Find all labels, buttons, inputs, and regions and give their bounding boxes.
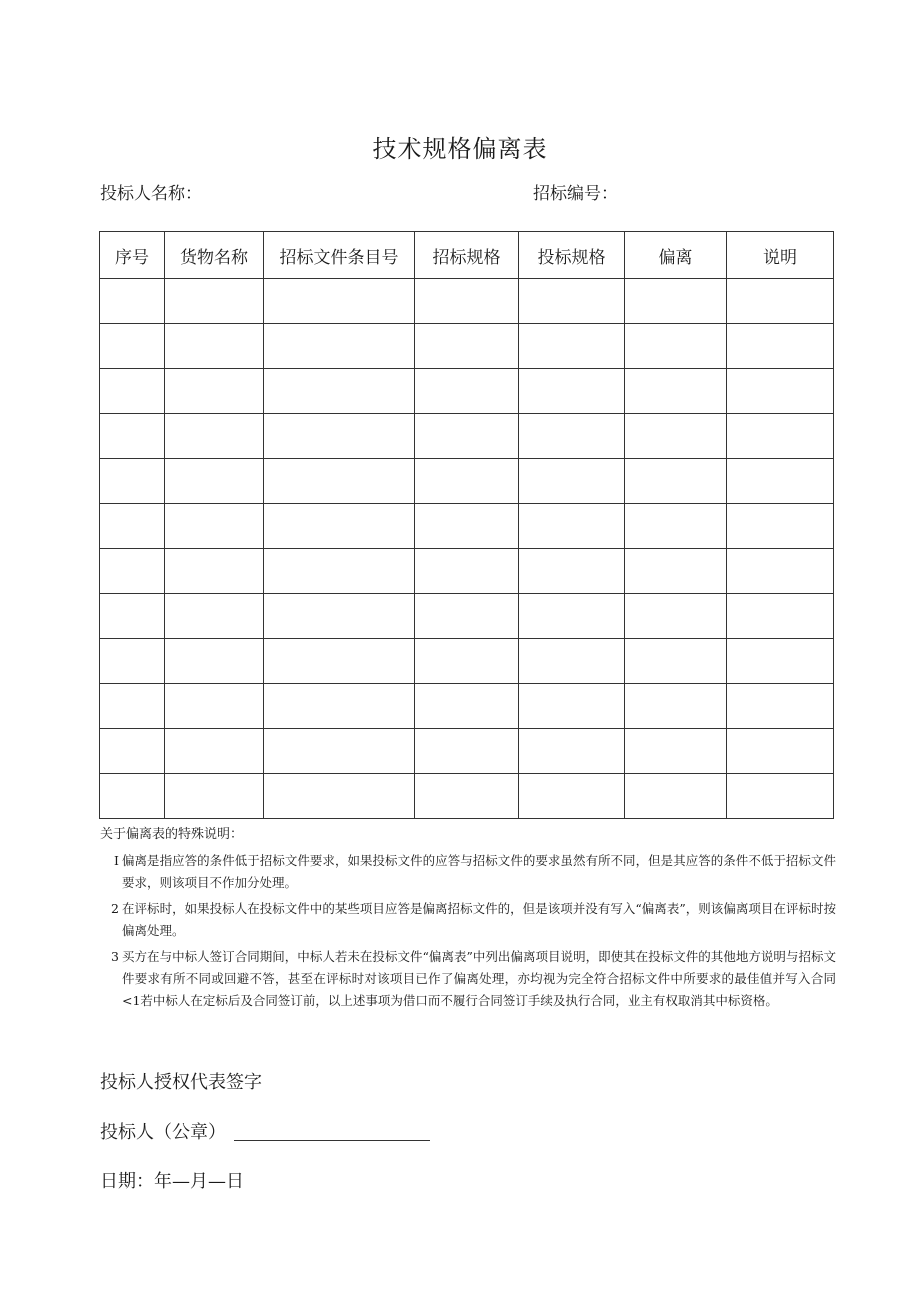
bidder-name-label: 投标人名称： bbox=[100, 184, 202, 204]
deviation-table bbox=[99, 231, 834, 819]
table-cell[interactable] bbox=[727, 639, 834, 684]
table-cell[interactable] bbox=[100, 774, 165, 819]
table-cell[interactable] bbox=[165, 369, 264, 414]
table-cell[interactable] bbox=[264, 594, 415, 639]
table-cell[interactable] bbox=[519, 504, 625, 549]
table-row bbox=[100, 504, 834, 549]
date-label: 日期：年—月—日 bbox=[100, 1171, 244, 1192]
table-cell[interactable] bbox=[727, 729, 834, 774]
table-cell[interactable] bbox=[165, 279, 264, 324]
table-cell[interactable] bbox=[415, 324, 519, 369]
table-cell[interactable] bbox=[727, 594, 834, 639]
table-cell[interactable] bbox=[727, 774, 834, 819]
table-cell[interactable] bbox=[264, 369, 415, 414]
table-cell[interactable] bbox=[625, 324, 727, 369]
table-cell[interactable] bbox=[415, 279, 519, 324]
table-cell[interactable] bbox=[519, 594, 625, 639]
table-cell[interactable] bbox=[100, 729, 165, 774]
table-cell[interactable] bbox=[727, 504, 834, 549]
bidder-seal-row bbox=[100, 1120, 430, 1146]
table-cell[interactable] bbox=[625, 459, 727, 504]
table-cell[interactable] bbox=[519, 324, 625, 369]
table-cell[interactable] bbox=[264, 504, 415, 549]
col-header-tender-spec: 招标规格 bbox=[415, 232, 519, 279]
table-cell[interactable] bbox=[415, 549, 519, 594]
col-header-deviation: 偏离 bbox=[625, 232, 727, 279]
table-cell[interactable] bbox=[519, 729, 625, 774]
table-cell[interactable] bbox=[415, 684, 519, 729]
col-header-bid-spec: 投标规格 bbox=[519, 232, 625, 279]
table-cell[interactable] bbox=[415, 369, 519, 414]
note-item bbox=[100, 850, 836, 894]
table-cell[interactable] bbox=[625, 414, 727, 459]
table-cell[interactable] bbox=[415, 504, 519, 549]
table-cell[interactable] bbox=[100, 684, 165, 729]
table-row bbox=[100, 684, 834, 729]
note-number: 2 bbox=[111, 901, 119, 916]
table-cell[interactable] bbox=[519, 279, 625, 324]
table-cell[interactable] bbox=[415, 639, 519, 684]
table-cell[interactable] bbox=[165, 774, 264, 819]
table-cell[interactable] bbox=[415, 774, 519, 819]
col-header-tender-clause: 招标文件条目号 bbox=[264, 232, 415, 279]
table-cell[interactable] bbox=[100, 639, 165, 684]
table-cell[interactable] bbox=[519, 459, 625, 504]
table-cell[interactable] bbox=[264, 279, 415, 324]
table-cell[interactable] bbox=[625, 729, 727, 774]
table-cell[interactable] bbox=[165, 639, 264, 684]
table-cell[interactable] bbox=[100, 459, 165, 504]
note-item bbox=[100, 946, 836, 1012]
table-cell[interactable] bbox=[625, 594, 727, 639]
table-cell[interactable] bbox=[165, 684, 264, 729]
note-number: I bbox=[114, 853, 119, 868]
table-cell[interactable] bbox=[727, 414, 834, 459]
table-cell[interactable] bbox=[264, 774, 415, 819]
authorized-rep-signature-label: 投标人授权代表签字 bbox=[100, 1072, 262, 1093]
table-cell[interactable] bbox=[727, 324, 834, 369]
table-row bbox=[100, 414, 834, 459]
note-number: 3 bbox=[111, 949, 119, 964]
table-cell[interactable] bbox=[415, 414, 519, 459]
table-cell[interactable] bbox=[165, 324, 264, 369]
table-row bbox=[100, 549, 834, 594]
table-cell[interactable] bbox=[625, 504, 727, 549]
document-title: 技术规格偏离表 bbox=[372, 135, 548, 163]
table-row bbox=[100, 279, 834, 324]
table-cell[interactable] bbox=[625, 279, 727, 324]
table-cell[interactable] bbox=[264, 459, 415, 504]
note-text: 在评标时，如果投标人在投标文件中的某些项目应答是偏离招标文件的，但是该项并没有写入“偏离表”，则该偏离项目在评标时按偏离处理。 bbox=[122, 901, 836, 938]
table-cell[interactable] bbox=[727, 549, 834, 594]
col-header-goods-name: 货物名称 bbox=[165, 232, 264, 279]
table-cell[interactable] bbox=[415, 594, 519, 639]
table-cell[interactable] bbox=[100, 369, 165, 414]
table-cell[interactable] bbox=[100, 324, 165, 369]
table-cell[interactable] bbox=[100, 549, 165, 594]
table-cell[interactable] bbox=[415, 459, 519, 504]
table-cell[interactable] bbox=[264, 684, 415, 729]
table-cell[interactable] bbox=[625, 639, 727, 684]
table-row bbox=[100, 459, 834, 504]
note-item bbox=[100, 898, 836, 942]
table-row bbox=[100, 774, 834, 819]
table-cell[interactable] bbox=[100, 414, 165, 459]
table-cell[interactable] bbox=[727, 459, 834, 504]
table-cell[interactable] bbox=[264, 414, 415, 459]
table-cell[interactable] bbox=[625, 549, 727, 594]
notes-section bbox=[100, 824, 836, 1012]
table-cell[interactable] bbox=[165, 729, 264, 774]
table-cell[interactable] bbox=[165, 459, 264, 504]
table-cell[interactable] bbox=[625, 684, 727, 729]
bidder-seal-label: 投标人（公章） bbox=[100, 1122, 226, 1143]
note-text: 买方在与中标人签订合同期间，中标人若未在投标文件“偏离表”中列出偏离项目说明，即使其在投标文件的其他地方说明与招标文件要求有所不同或回避不答，甚至在评标时对该项目已作了偏离处理，亦均视为完全符合招标文件中所要求的最佳值并写入合同<1若中标人在定标后及合同签订前，以上述事项为借口而不履行合同签订手续及执行合同，业主有权取消其中标资格。 bbox=[122, 949, 836, 1008]
table-row bbox=[100, 594, 834, 639]
table-cell[interactable] bbox=[165, 414, 264, 459]
table-cell[interactable] bbox=[727, 684, 834, 729]
table-row bbox=[100, 639, 834, 684]
note-text: 偏离是指应答的条件低于招标文件要求，如果投标文件的应答与招标文件的要求虽然有所不同，但是其应答的条件不低于招标文件要求，则该项目不作加分处理。 bbox=[122, 853, 836, 890]
table-row bbox=[100, 369, 834, 414]
col-header-index: 序号 bbox=[100, 232, 165, 279]
bid-number-label: 招标编号： bbox=[533, 184, 618, 204]
col-header-remarks: 说明 bbox=[727, 232, 834, 279]
notes-heading: 关于偏离表的特殊说明： bbox=[100, 827, 244, 842]
table-cell[interactable] bbox=[727, 369, 834, 414]
table-cell[interactable] bbox=[165, 504, 264, 549]
table-cell[interactable] bbox=[727, 279, 834, 324]
table-cell[interactable] bbox=[519, 414, 625, 459]
table-row bbox=[100, 324, 834, 369]
seal-signature-line[interactable] bbox=[234, 1126, 430, 1141]
table-cell[interactable] bbox=[415, 729, 519, 774]
table-cell[interactable] bbox=[264, 729, 415, 774]
table-cell[interactable] bbox=[100, 504, 165, 549]
table-cell[interactable] bbox=[264, 324, 415, 369]
table-cell[interactable] bbox=[165, 549, 264, 594]
table-cell[interactable] bbox=[519, 549, 625, 594]
table-cell[interactable] bbox=[264, 639, 415, 684]
table-cell[interactable] bbox=[625, 774, 727, 819]
table-body bbox=[100, 279, 834, 819]
table-header-row bbox=[100, 232, 834, 279]
table-cell[interactable] bbox=[100, 594, 165, 639]
table-cell[interactable] bbox=[264, 549, 415, 594]
table-cell[interactable] bbox=[519, 684, 625, 729]
table-cell[interactable] bbox=[165, 594, 264, 639]
table-cell[interactable] bbox=[519, 369, 625, 414]
table-cell[interactable] bbox=[519, 639, 625, 684]
table-row bbox=[100, 729, 834, 774]
table-cell[interactable] bbox=[519, 774, 625, 819]
table-cell[interactable] bbox=[100, 279, 165, 324]
table-cell[interactable] bbox=[625, 369, 727, 414]
